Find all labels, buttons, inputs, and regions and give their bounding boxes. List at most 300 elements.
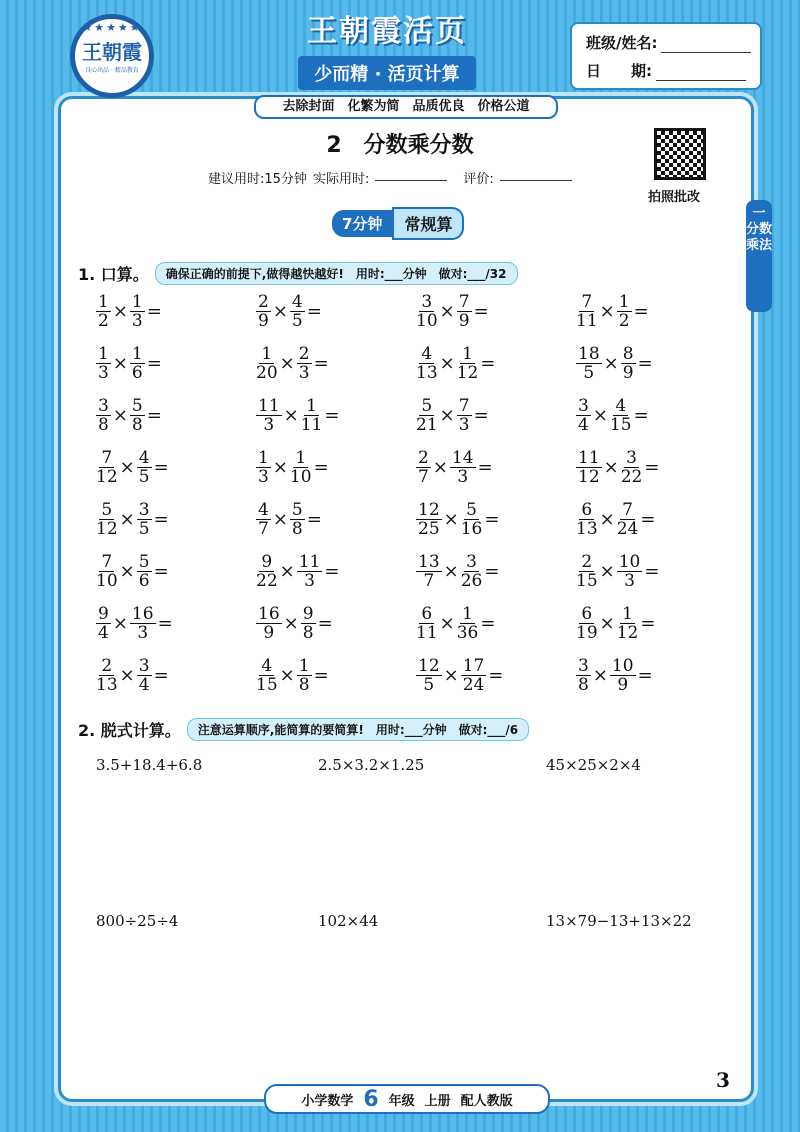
fraction-problem [576,550,736,592]
numerator: 3 [578,395,589,416]
numerator: 9 [261,551,273,572]
fraction-problem [576,394,736,436]
numerator: 3 [98,395,109,416]
fraction [576,553,598,590]
fraction [617,501,639,538]
numerator: 5 [138,551,150,572]
numerator: 12 [418,655,440,676]
fraction-problem [96,498,256,540]
eval-field[interactable] [500,168,572,181]
equals-sign: = [153,456,169,478]
fraction [617,553,643,590]
denominator: 3 [458,414,470,435]
numerator: 2 [581,551,593,572]
equals-sign: = [146,300,162,322]
equals-sign: = [640,612,656,634]
footer-subject: 小学数学 [301,1093,354,1109]
times-sign: × [112,612,128,634]
denominator: 9 [258,310,269,331]
times-sign: × [599,300,615,322]
fraction [416,345,438,382]
fraction-problem [96,290,256,332]
denominator: 6 [138,570,150,591]
denominator: 9 [622,362,634,383]
fraction [621,345,636,382]
times-sign: × [119,664,135,686]
fraction [96,553,118,590]
times-sign: × [279,560,295,582]
denominator: 8 [98,414,109,435]
fraction-problem [416,342,576,384]
numerator: 6 [581,499,593,520]
times-sign: × [443,560,459,582]
denominator: 9 [458,310,470,331]
times-sign: × [112,404,128,426]
oral-problem-grid [96,290,696,696]
footer-grade: 6 [363,1086,379,1112]
equals-sign: = [480,612,496,634]
fraction [576,449,602,486]
denominator: 8 [578,674,589,695]
equals-sign: = [480,352,496,374]
numerator: 1 [462,603,473,624]
section-2-hint: 注意运算顺序,能简算的要简算! 用时:___分钟 做对:___/6 [187,718,529,741]
star-icon: ★★★★★ [82,21,142,34]
denominator: 4 [138,674,150,695]
numerator: 1 [131,343,143,364]
denominator: 5 [291,310,303,331]
actual-time-field[interactable] [375,168,447,181]
fraction [290,449,312,486]
calc-problem: 45×25×2×4 [546,756,641,774]
fraction-problem [576,446,736,488]
denominator: 24 [616,518,639,539]
fraction [416,553,442,590]
times-sign: × [112,300,128,322]
times-sign: × [599,612,615,634]
denominator: 3 [131,310,143,331]
denominator: 16 [460,518,483,539]
numerator: 4 [291,291,303,312]
fraction-problem [96,394,256,436]
qr-label: 拍照批改 [648,190,701,205]
fraction [621,449,643,486]
page-number: 3 [716,1068,730,1092]
fraction [576,293,598,330]
section-1-header [78,262,518,285]
calc-problem: 13×79−13+13×22 [546,912,692,930]
fraction [256,501,271,538]
fraction-problem [96,550,256,592]
denominator: 3 [137,622,149,643]
fraction [130,345,145,382]
numerator: 3 [421,291,433,312]
fraction [461,553,483,590]
denominator: 12 [616,622,639,643]
denominator: 12 [96,466,118,487]
numerator: 1 [261,343,273,364]
times-sign: × [592,404,608,426]
equals-sign: = [473,404,489,426]
numerator: 9 [98,603,109,624]
equals-sign: = [484,560,500,582]
equals-sign: = [488,664,504,686]
fraction [137,553,152,590]
denominator: 2 [618,310,630,331]
denominator: 4 [98,622,109,643]
denominator: 22 [256,570,278,591]
fraction [137,501,152,538]
numerator: 6 [421,603,433,624]
equals-sign: = [313,352,329,374]
equals-sign: = [477,456,493,478]
fraction-problem [416,290,576,332]
fraction [610,397,632,434]
equals-sign: = [146,352,162,374]
denominator: 5 [138,518,150,539]
fraction-problem [256,342,416,384]
times-sign: × [592,664,608,686]
times-sign: × [283,612,299,634]
fraction-problem [96,654,256,696]
fraction-problem [576,498,736,540]
denominator: 5 [423,674,435,695]
fraction [256,657,278,694]
denominator: 7 [258,518,269,539]
denominator: 22 [620,466,643,487]
numerator: 1 [98,343,109,364]
section-1-hint: 确保正确的前提下,做得越快越好! 用时:___分钟 做对:___/32 [155,262,518,285]
numerator: 2 [298,343,310,364]
date-field[interactable] [656,66,746,81]
fraction-problem [96,446,256,488]
fraction [96,293,111,330]
times-sign: × [443,508,459,530]
denominator: 7 [418,466,429,487]
equals-sign: = [484,508,500,530]
denominator: 36 [456,622,479,643]
denominator: 7 [423,570,435,591]
numerator: 11 [578,447,600,468]
denominator: 3 [263,414,275,435]
fraction [301,605,316,642]
numerator: 7 [458,395,470,416]
times-sign: × [432,456,448,478]
fraction-problem [256,602,416,644]
numerator: 5 [101,499,113,520]
fraction-problem [576,654,736,696]
fraction-problem [576,602,736,644]
fraction-problem [256,654,416,696]
equals-sign: = [640,508,656,530]
numerator: 1 [298,655,310,676]
times-sign: × [439,352,455,374]
brand-logo [70,14,154,98]
class-row [586,32,751,53]
fraction [416,605,438,642]
fraction [297,657,312,694]
equals-sign: = [306,508,322,530]
denominator: 3 [457,466,469,487]
class-label: 班级/姓名: [586,34,658,52]
timer-label: 常规算 [392,207,464,240]
denominator: 9 [263,622,275,643]
fraction [457,397,472,434]
times-sign: × [272,456,288,478]
fraction [256,345,278,382]
equals-sign: = [153,560,169,582]
fraction-problem [416,498,576,540]
times-sign: × [119,456,135,478]
section-2-header [78,718,529,741]
numerator: 2 [101,655,113,676]
equals-sign: = [644,456,660,478]
denominator: 3 [98,362,109,383]
fraction [96,345,111,382]
denominator: 9 [617,674,629,695]
equals-sign: = [313,664,329,686]
numerator: 8 [622,343,634,364]
denominator: 10 [416,310,438,331]
fraction [96,397,111,434]
timer-minutes: 7分钟 [332,210,392,237]
numerator: 10 [618,551,641,572]
calc-problem: 2.5×3.2×1.25 [318,756,425,774]
banner [280,6,494,92]
fraction-problem [416,602,576,644]
page-title: 2 分数乘分数 [326,133,474,158]
fraction [301,397,323,434]
denominator: 8 [302,622,314,643]
times-sign: × [119,508,135,530]
fraction [256,293,271,330]
numerator: 3 [138,499,150,520]
equals-sign: = [153,664,169,686]
chapter-side-tab: 一 分数乘法 [746,200,772,312]
fraction-problem [96,602,256,644]
numerator: 7 [101,551,113,572]
numerator: 14 [451,447,474,468]
fraction [130,605,156,642]
fraction-problem [576,290,736,332]
denominator: 4 [578,414,589,435]
fraction [137,449,152,486]
footer-grade-suffix: 年级 [388,1093,415,1109]
numerator: 17 [462,655,485,676]
numerator: 4 [615,395,627,416]
numerator: 1 [622,603,633,624]
numerator: 1 [618,291,630,312]
equals-sign: = [317,612,333,634]
denominator: 12 [456,362,479,383]
numerator: 5 [421,395,433,416]
fraction [256,553,278,590]
fraction [416,397,438,434]
denominator: 11 [416,622,438,643]
fraction [617,293,632,330]
denominator: 8 [291,518,303,539]
fraction [461,501,483,538]
numerator: 1 [258,447,269,468]
numerator: 3 [466,551,477,572]
denominator: 10 [96,570,118,591]
denominator: 5 [138,466,150,487]
fraction [576,605,598,642]
footer-term: 上册 [424,1093,451,1109]
numerator: 16 [131,603,154,624]
numerator: 3 [626,447,637,468]
times-sign: × [279,664,295,686]
calc-problem: 3.5+18.4+6.8 [96,756,203,774]
fraction [256,449,271,486]
denominator: 15 [576,570,598,591]
denominator: 12 [578,466,600,487]
denominator: 3 [624,570,635,591]
numerator: 10 [611,655,634,676]
numerator: 3 [578,655,589,676]
times-sign: × [443,664,459,686]
numerator: 7 [581,291,593,312]
eval-label: 评价: [463,172,494,187]
slogan: 去除封面 化繁为简 品质优良 价格公道 [254,95,558,119]
denominator: 21 [416,414,438,435]
times-sign: × [279,352,295,374]
fraction [457,605,479,642]
numerator: 12 [418,499,440,520]
numerator: 4 [421,343,433,364]
qr-code-icon[interactable] [654,128,706,180]
fraction [461,657,487,694]
times-sign: × [112,352,128,374]
numerator: 1 [98,291,109,312]
denominator: 6 [131,362,143,383]
fraction [617,605,639,642]
fraction-problem [96,342,256,384]
equals-sign: = [313,456,329,478]
numerator: 6 [581,603,593,624]
suggested-time: 建议用时:15分钟 [208,172,307,187]
denominator: 13 [416,362,438,383]
numerator: 3 [138,655,150,676]
fraction [130,397,145,434]
fraction-problem [256,550,416,592]
calc-problem: 102×44 [318,912,379,930]
numerator: 11 [258,395,280,416]
fraction-problem [256,290,416,332]
numerator: 4 [261,655,273,676]
denominator: 3 [298,362,310,383]
equals-sign: = [324,560,340,582]
footer-edition: 配人教版 [460,1093,513,1109]
denominator: 3 [258,466,269,487]
times-sign: × [439,612,455,634]
numerator: 5 [131,395,143,416]
fraction [457,345,479,382]
footer-badge [264,1084,550,1114]
numerator: 4 [258,499,269,520]
name-box [570,22,762,90]
equals-sign: = [633,404,649,426]
numerator: 2 [418,447,429,468]
fraction-problem [256,446,416,488]
fraction-problem [416,446,576,488]
numerator: 1 [462,343,473,364]
equals-sign: = [473,300,489,322]
numerator: 13 [418,551,440,572]
times-sign: × [283,404,299,426]
time-suggestion [208,168,572,187]
fraction [416,501,442,538]
equals-sign: = [637,664,653,686]
numerator: 16 [258,603,280,624]
denominator: 10 [289,466,312,487]
numerator: 1 [131,291,143,312]
times-sign: × [439,404,455,426]
numerator: 2 [258,291,269,312]
numerator: 18 [578,343,600,364]
timer-badge [332,207,464,240]
fraction [450,449,476,486]
numerator: 1 [306,395,317,416]
fraction [416,449,431,486]
numerator: 4 [138,447,150,468]
numerator: 11 [298,551,321,572]
fraction [416,293,438,330]
logo-sub: 良心出品 · 精品教育 [85,67,139,74]
denominator: 15 [256,674,278,695]
times-sign: × [272,508,288,530]
banner-title: 王朝霞活页 [307,14,467,49]
numerator: 7 [458,291,470,312]
denominator: 8 [298,674,310,695]
equals-sign: = [306,300,322,322]
fraction-problem [416,550,576,592]
denominator: 12 [96,518,118,539]
fraction-problem [416,394,576,436]
fraction [137,657,152,694]
denominator: 24 [462,674,485,695]
fraction [130,293,145,330]
section-2-label: 2. 脱式计算。 [78,721,181,740]
times-sign: × [599,560,615,582]
section-1-label: 1. 口算。 [78,265,149,284]
denominator: 19 [576,622,598,643]
denominator: 2 [98,310,109,331]
actual-time-label: 实际用时: [312,172,370,187]
fraction [610,657,636,694]
numerator: 7 [101,447,113,468]
fraction [576,397,591,434]
fraction [96,501,118,538]
equals-sign: = [633,300,649,322]
denominator: 11 [576,310,598,331]
fraction-problem [256,498,416,540]
fraction [457,293,472,330]
times-sign: × [439,300,455,322]
banner-subtitle: 少而精 · 活页计算 [298,56,475,90]
equals-sign: = [637,352,653,374]
fraction [576,657,591,694]
equals-sign: = [644,560,660,582]
class-name-field[interactable] [661,38,751,53]
denominator: 8 [131,414,143,435]
equals-sign: = [157,612,173,634]
numerator: 5 [291,499,303,520]
fraction [96,657,118,694]
logo-text: 王朝霞 [82,40,142,64]
denominator: 5 [583,362,595,383]
numerator: 7 [622,499,633,520]
